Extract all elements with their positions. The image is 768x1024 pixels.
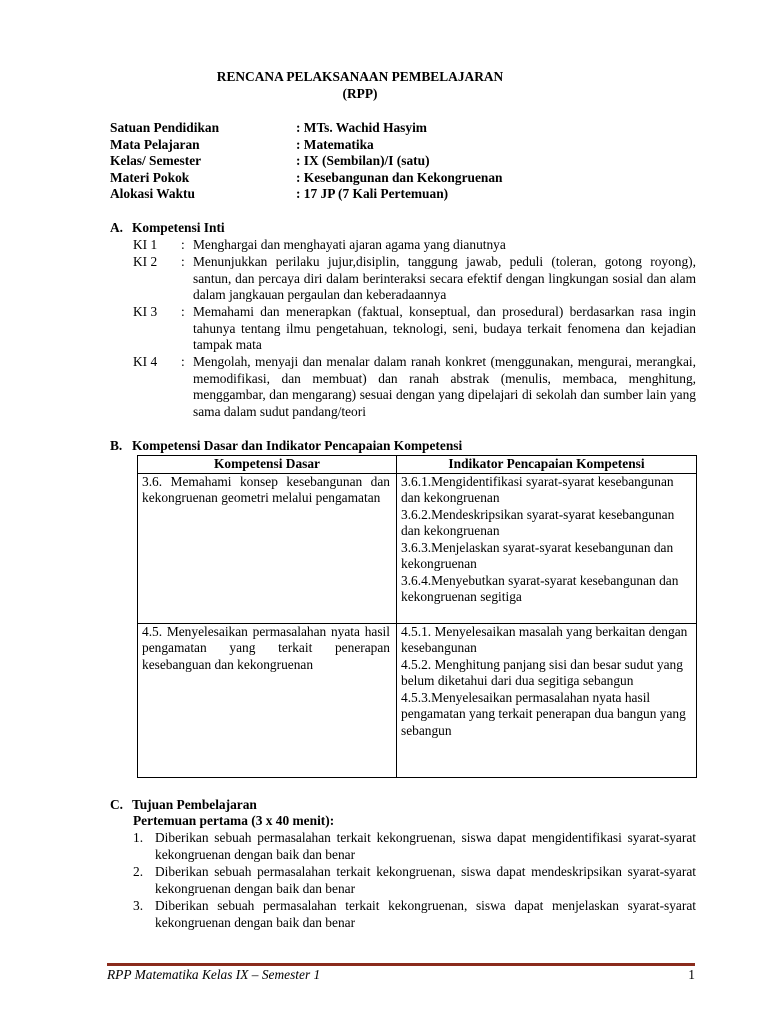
indicator-text: Menjelaskan syarat-syarat kesebangunan dan kekongruenan <box>401 539 674 571</box>
doc-title: RENCANA PELAKSANAAN PEMBELAJARAN <box>216 69 504 84</box>
ki-code: KI 2 <box>133 254 158 269</box>
table-header-row <box>138 456 697 474</box>
ki-text: Menghargai dan menghayati ajaran agama yang dianutnya <box>193 237 506 252</box>
ki-code: KI 3 <box>133 304 158 319</box>
ki-code: KI 1 <box>133 237 158 252</box>
ki-colon: : <box>181 254 185 269</box>
footer-divider <box>107 963 695 966</box>
table-header-indicator: Indikator Pencapaian Kompetensi <box>397 456 697 474</box>
indicator-cell <box>397 473 697 623</box>
indicator-num: 3.6.3. <box>401 539 432 555</box>
identity-label: Materi Pokok <box>110 170 190 185</box>
ki-text: Memahami dan menerapkan (faktual, konseptual, dan prosedural) berdasarkan rasa ingin tahunya tentang ilmu pengetahuan, teknologi, seni, budaya terkait fenomena dan kejadian tampak mata <box>193 304 696 352</box>
section-letter: C. <box>110 797 124 812</box>
indicator-num: 3.6.4. <box>401 572 432 588</box>
objective-text: Diberikan sebuah permasalahan terkait kekongruenan, siswa dapat menjelaskan syarat-syarat kekongruenan dengan baik dan benar <box>155 898 696 930</box>
meeting-subtitle: Pertemuan pertama (3 x 40 menit): <box>133 813 335 828</box>
indicator-num: 4.5.3. <box>401 689 432 705</box>
identity-value: : Kesebangunan dan Kekongruenan <box>296 170 503 185</box>
kd-text: 4.5. Menyelesaikan permasalahan nyata hasil pengamatan yang terkait penerapan kesebanguan dan kekongruenan <box>142 623 390 672</box>
table-row <box>138 473 697 623</box>
doc-subtitle: (RPP) <box>342 86 378 101</box>
identity-value: : 17 JP (7 Kali Pertemuan) <box>296 186 449 201</box>
section-title: Kompetensi Inti <box>132 220 225 235</box>
ki-colon: : <box>181 237 185 252</box>
ki-colon: : <box>181 304 185 319</box>
section-letter: B. <box>110 438 123 453</box>
objective-number: 2. <box>133 864 144 879</box>
objective-text: Diberikan sebuah permasalahan terkait kekongruenan, siswa dapat mendeskripsikan syarat-syarat kekongruenan dengan baik dan benar <box>155 864 696 896</box>
identity-value: : Matematika <box>296 137 374 152</box>
objective-number: 3. <box>133 898 144 913</box>
indicator-num: 4.5.1. <box>401 623 432 639</box>
footer-caption: RPP Matematika Kelas IX – Semester 1 <box>107 967 321 982</box>
identity-value: : IX (Sembilan)/I (satu) <box>296 153 430 168</box>
identity-label: Kelas/ Semester <box>110 153 202 168</box>
table-row <box>138 623 697 777</box>
identity-label: Alokasi Waktu <box>110 186 195 201</box>
identity-label: Mata Pelajaran <box>110 137 200 152</box>
indicator-cell <box>397 623 697 777</box>
identity-value: : MTs. Wachid Hasyim <box>296 120 427 135</box>
indicator-text: Menghitung panjang sisi dan besar sudut yang belum diketahui dari dua segitiga sebangun <box>401 656 683 688</box>
indicator-item <box>401 657 690 690</box>
indicator-num: 4.5.2. <box>401 656 432 672</box>
indicator-item <box>401 573 690 606</box>
kd-cell <box>138 473 397 623</box>
ki-colon: : <box>181 354 185 369</box>
indicator-item <box>401 624 690 657</box>
indicator-text: Mendeskripsikan syarat-syarat kesebangunan dan kekongruenan <box>401 506 675 538</box>
objective-text: Diberikan sebuah permasalahan terkait kekongruenan, siswa dapat mengidentifikasi syarat-syarat kekongruenan dengan baik dan benar <box>155 830 696 862</box>
page-number: 1 <box>688 967 695 982</box>
indicator-item <box>401 507 690 540</box>
section-title: Kompetensi Dasar dan Indikator Pencapaian Kompetensi <box>132 438 463 453</box>
indicator-item <box>401 690 690 740</box>
kd-cell <box>138 623 397 777</box>
objective-number: 1. <box>133 830 144 845</box>
indicator-item <box>401 540 690 573</box>
indicator-num: 3.6.2. <box>401 506 432 522</box>
kd-text: 3.6. Memahami konsep kesebangunan dan kekongruenan geometri melalui pengamatan <box>142 473 390 505</box>
indicator-num: 3.6.1. <box>401 473 432 489</box>
identity-label: Satuan Pendidikan <box>110 120 220 135</box>
indicator-text: Mengidentifikasi syarat-syarat kesebangunan dan kekongruenan <box>401 473 674 505</box>
indicator-text: Menyebutkan syarat-syarat kesebangunan dan kekongruenan segitiga <box>401 572 679 604</box>
competency-table <box>137 455 697 778</box>
section-title: Tujuan Pembelajaran <box>132 797 257 812</box>
indicator-item <box>401 474 690 507</box>
ki-text: Mengolah, menyaji dan menalar dalam ranah konkret (menggunakan, mengurai, merangkai, memodifikasi, dan membuat) dan ranah abstrak (menulis, membaca, menghitung, menggambar, dan mengarang) sesuai dengan yang dipelajari di sekolah dan sumber lain yang sama dalam sudut pandang/teori <box>193 354 696 419</box>
section-letter: A. <box>110 220 124 235</box>
indicator-text: Menyelesaikan permasalahan nyata hasil pengamatan yang terkait penerapan dua bangun yang sebangun <box>401 689 686 738</box>
ki-text: Menunjukkan perilaku jujur,disiplin, tanggung jawab, peduli (toleran, gotong royong), santun, dan percaya diri dalam berinteraksi secara efektif dengan lingkungan sosial dan alam dalam jangkauan pergaulan dan keberadaannya <box>193 254 696 302</box>
indicator-text: Menyelesaikan masalah yang berkaitan dengan kesebangunan <box>401 623 688 655</box>
ki-code: KI 4 <box>133 354 158 369</box>
table-header-kd: Kompetensi Dasar <box>138 456 397 474</box>
